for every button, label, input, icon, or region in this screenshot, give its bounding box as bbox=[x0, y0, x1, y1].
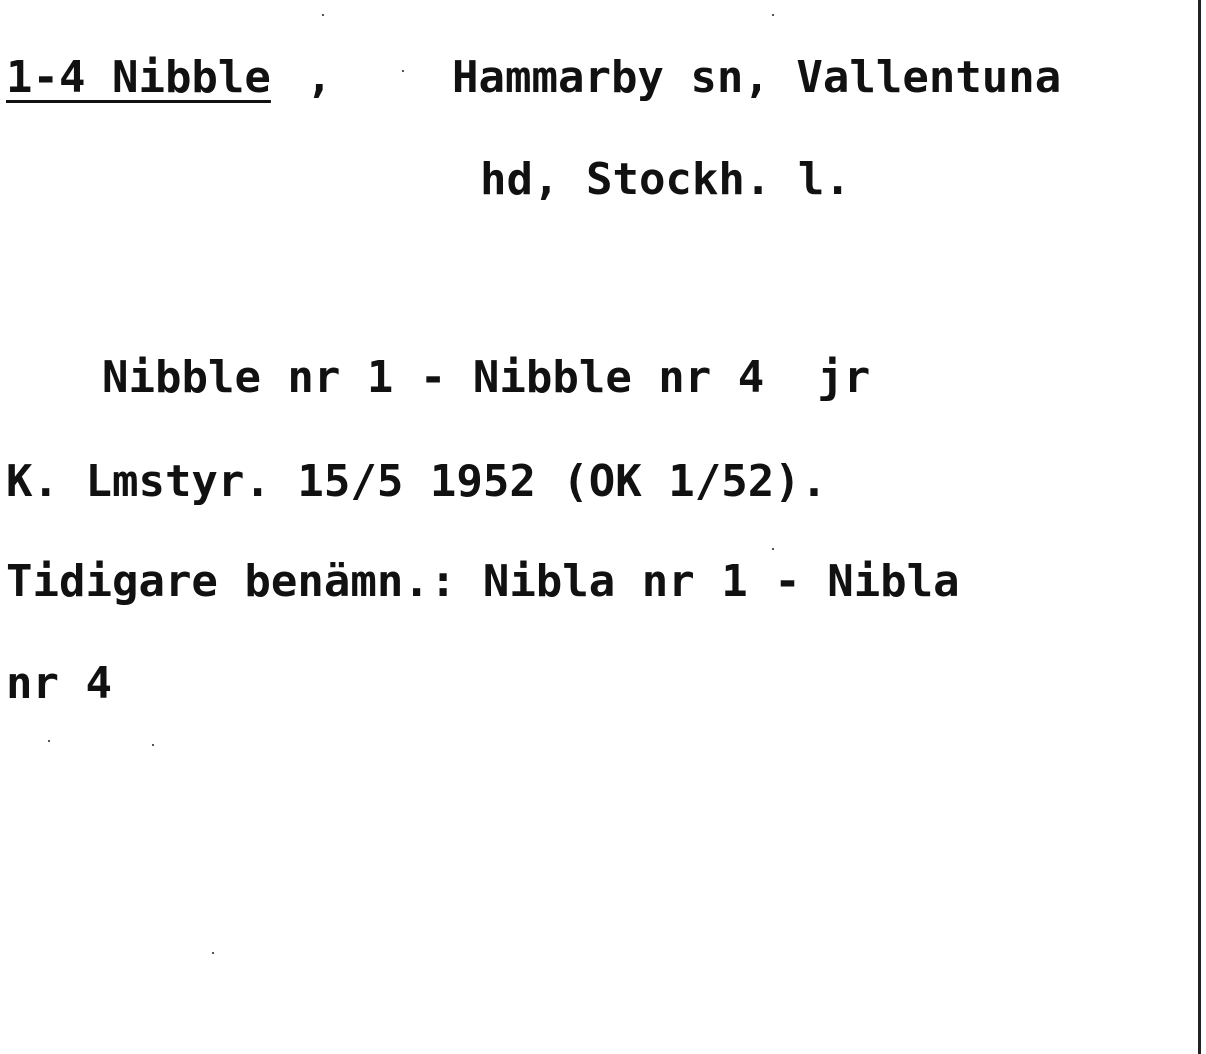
scan-speck bbox=[772, 14, 774, 16]
card-heading-name: 1-4 Nibble bbox=[6, 52, 271, 103]
card-edge-line bbox=[1198, 0, 1201, 1054]
body-line-2: K. Lmstyr. 15/5 1952 (OK 1/52). bbox=[6, 456, 828, 507]
body-line-3: Tidigare benämn.: Nibla nr 1 - Nibla bbox=[6, 556, 960, 607]
scan-speck bbox=[48, 740, 50, 742]
heading-location-line1: Hammarby sn, Vallentuna bbox=[452, 52, 1062, 103]
body-line-4: nr 4 bbox=[6, 658, 112, 709]
scan-speck bbox=[152, 744, 154, 746]
body-line-1: Nibble nr 1 - Nibble nr 4 jr bbox=[102, 352, 871, 403]
heading-separator: , bbox=[306, 52, 333, 103]
scan-speck bbox=[322, 14, 324, 16]
scan-speck bbox=[212, 952, 214, 954]
heading-location-line2: hd, Stockh. l. bbox=[480, 154, 851, 205]
scan-speck bbox=[772, 548, 774, 550]
scan-speck bbox=[402, 70, 404, 72]
